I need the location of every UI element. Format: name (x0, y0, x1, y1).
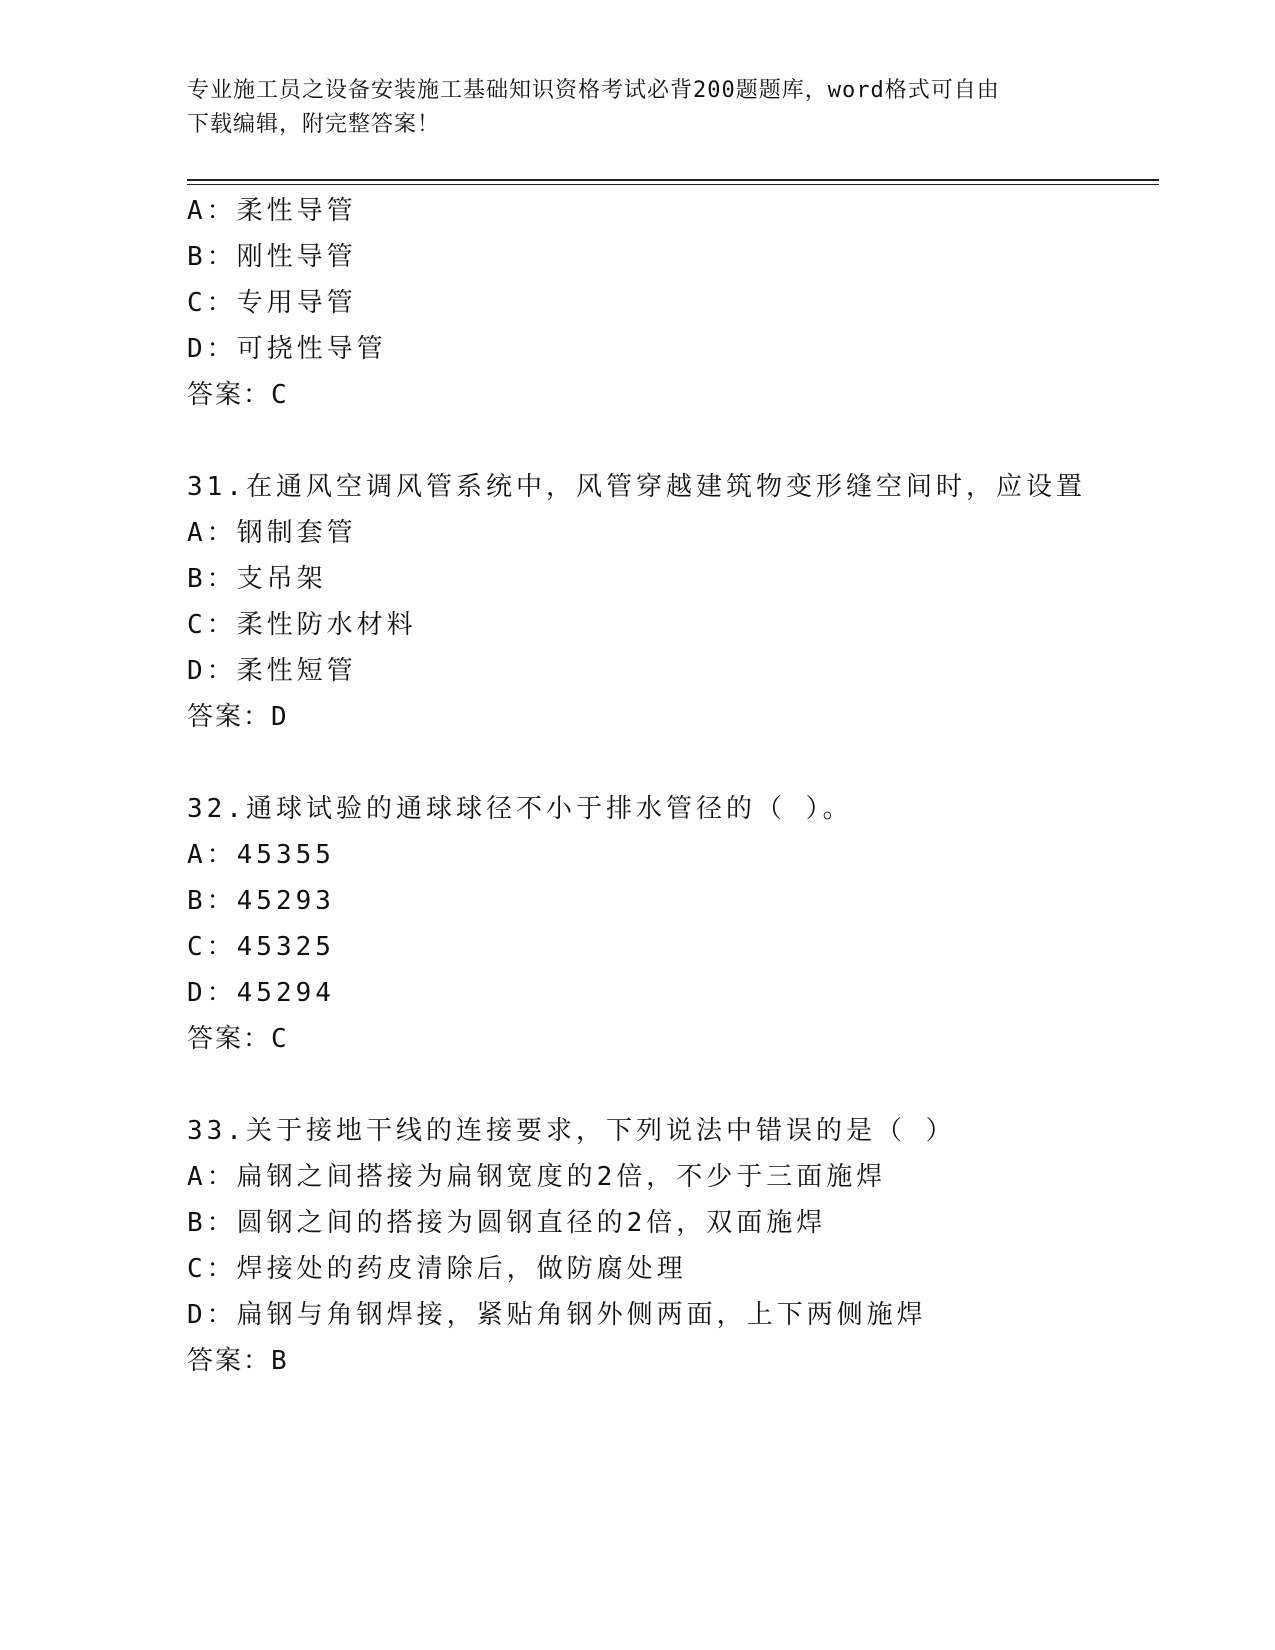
option-a: A：柔性导管 (187, 196, 357, 226)
spacer (187, 418, 1147, 464)
option-c: C：45325 (187, 932, 335, 962)
question-block-continued (187, 188, 1147, 418)
option-a: A：钢制套管 (187, 518, 357, 548)
question-block-32 (187, 786, 1147, 1062)
document-header (187, 74, 1067, 142)
header-line-2: 下载编辑，附完整答案！ (187, 112, 441, 137)
option-d: D：扁钢与角钢焊接，紧贴角钢外侧两面，上下两侧施焊 (187, 1300, 927, 1330)
answer-label: 答案： (187, 1346, 272, 1376)
answer-line (187, 1338, 1147, 1384)
spacer (187, 1062, 1147, 1108)
option-d: D：45294 (187, 978, 335, 1008)
answer-value: B (271, 1346, 287, 1376)
option-d: D：柔性短管 (187, 656, 357, 686)
option-b: B：45293 (187, 886, 335, 916)
spacer (187, 740, 1147, 786)
question-block-33 (187, 1108, 1147, 1384)
header-divider-thick (187, 179, 1159, 181)
question-block-31 (187, 464, 1147, 740)
option-c: C：专用导管 (187, 288, 357, 318)
option-b: B：支吊架 (187, 564, 327, 594)
answer-line (187, 694, 1147, 740)
answer-label: 答案： (187, 1024, 272, 1054)
answer-line (187, 1016, 1147, 1062)
option-c: C：柔性防水材料 (187, 610, 417, 640)
option-b: B：圆钢之间的搭接为圆钢直径的2倍，双面施焊 (187, 1208, 827, 1238)
question-stem: 32.通球试验的通球球径不小于排水管径的（ ）。 (187, 794, 853, 824)
answer-value: D (271, 702, 287, 732)
header-line-1: 专业施工员之设备安装施工基础知识资格考试必背200题题库，word格式可自由 (187, 78, 1000, 103)
option-a: A：扁钢之间搭接为扁钢宽度的2倍，不少于三面施焊 (187, 1162, 887, 1192)
header-divider-thin (187, 184, 1159, 185)
option-a: A：45355 (187, 840, 335, 870)
answer-value: C (271, 1024, 287, 1054)
answer-label: 答案： (187, 380, 272, 410)
answer-value: C (271, 380, 287, 410)
option-c: C：焊接处的药皮清除后，做防腐处理 (187, 1254, 687, 1284)
option-d: D：可挠性导管 (187, 334, 387, 364)
answer-line (187, 372, 1147, 418)
question-list (187, 188, 1147, 1384)
answer-label: 答案： (187, 702, 272, 732)
question-stem: 31.在通风空调风管系统中，风管穿越建筑物变形缝空间时，应设置 (187, 472, 1086, 502)
question-stem: 33.关于接地干线的连接要求，下列说法中错误的是（ ） (187, 1116, 956, 1146)
option-b: B：刚性导管 (187, 242, 357, 272)
